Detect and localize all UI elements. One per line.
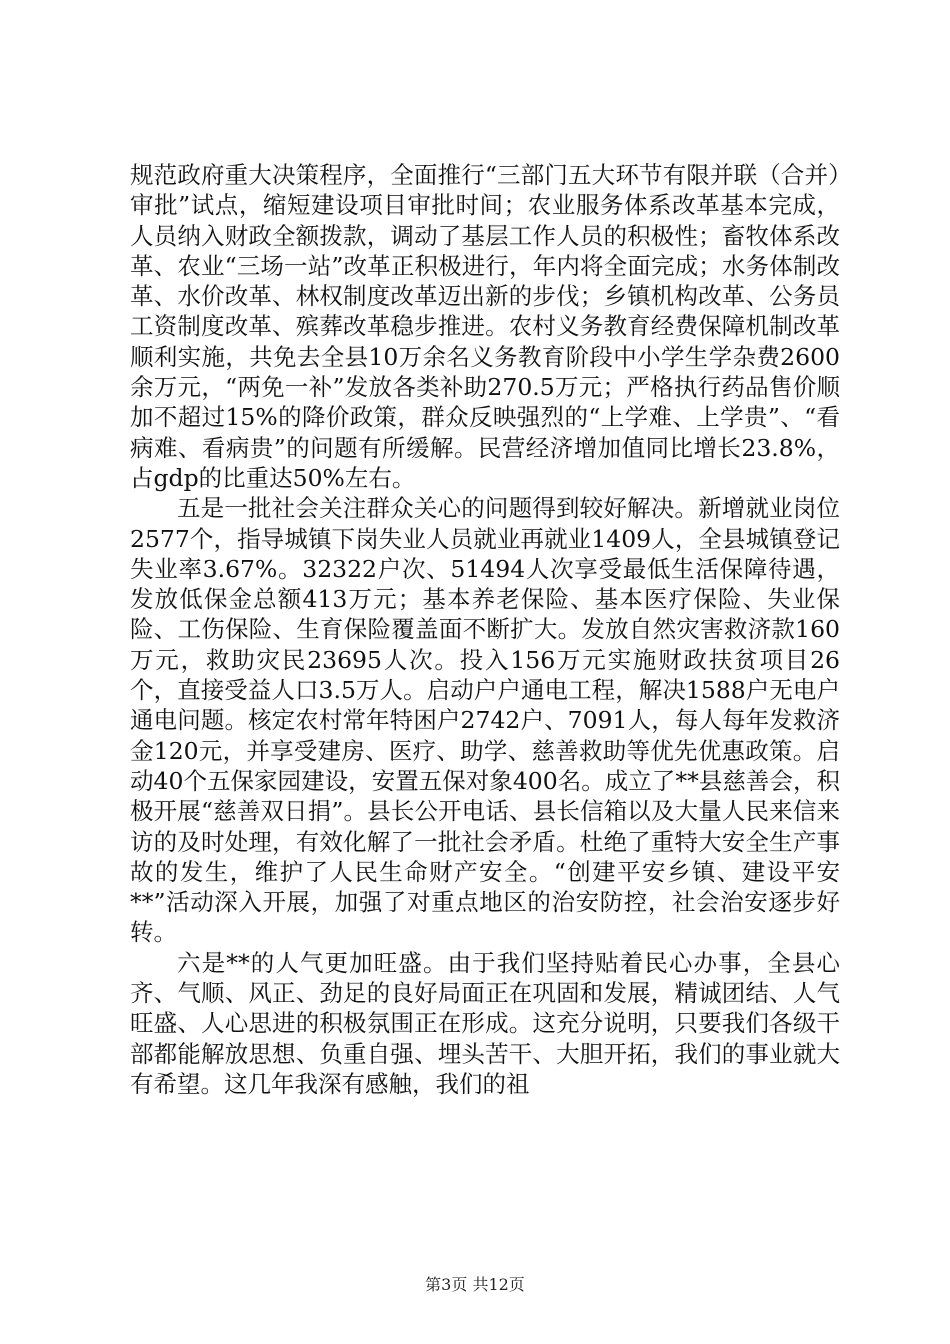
paragraph-1: 规范政府重大决策程序，全面推行“三部门五大环节有限并联（合并）审批”试点，缩短建设项目审批时间；农业服务体系改革基本完成，人员纳入财政全额拨款，调动了基层工作人员的积极性；畜牧体系改革、农业“三场一站”改革正积极进行，年内将全面完成；水务体制改革、水价改革、林权制度改革迈出新的步伐；乡镇机构改革、公务员工资制度改革、殡葬改革稳步推进。农村义务教育经费保障机制改革顺利实施，共免去全县10万余名义务教育阶段中小学生学杂费2600余万元，“两免一补”发放各类补助270.5万元；严格执行药品售价顺加不超过15%的降价政策，群众反映强烈的“上学难、上学贵”、“看病难、看病贵”的问题有所缓解。民营经济增加值同比增长23.8%，占gdp的比重达50%左右。 — [130, 161, 840, 492]
page-number-footer: 第3页 共12页 — [425, 1275, 525, 1294]
document-body — [130, 160, 840, 1099]
paragraph-3: 六是**的人气更加旺盛。由于我们坚持贴着民心办事，全县心齐、气顺、风正、劲足的良好局面正在巩固和发展，精诚团结、人气旺盛、人心思进的积极氛围正在形成。这充分说明，只要我们各级干部都能解放思想、负重自强、埋头苦干、大胆开拓，我们的事业就大有希望。这几年我深有感触，我们的祖 — [130, 948, 840, 1098]
paragraph-2: 五是一批社会关注群众关心的问题得到较好解决。新增就业岗位2577个，指导城镇下岗失业人员就业再就业1409人，全县城镇登记失业率3.67%。32322户次、51494人次享受最低生活保障待遇，发放低保金总额413万元；基本养老保险、基本医疗保险、失业保险、工伤保险、生育保险覆盖面不断扩大。发放自然灾害救济款160万元，救助灾民23695人次。投入156万元实施财政扶贫项目26个，直接受益人口3.5万人。启动户户通电工程，解决1588户无电户通电问题。核定农村常年特困户2742户、7091人，每人每年发救济金120元，并享受建房、医疗、助学、慈善救助等优先优惠政策。启动40个五保家园建设，安置五保对象400名。成立了**县慈善会，积极开展“慈善双日捐”。县长公开电话、县长信箱以及大量人民来信来访的及时处理，有效化解了一批社会矛盾。杜绝了重特大安全生产事故的发生，维护了人民生命财产安全。“创建平安乡镇、建设平安**”活动深入开展，加强了对重点地区的治安防控，社会治安逐步好转。 — [130, 494, 840, 947]
